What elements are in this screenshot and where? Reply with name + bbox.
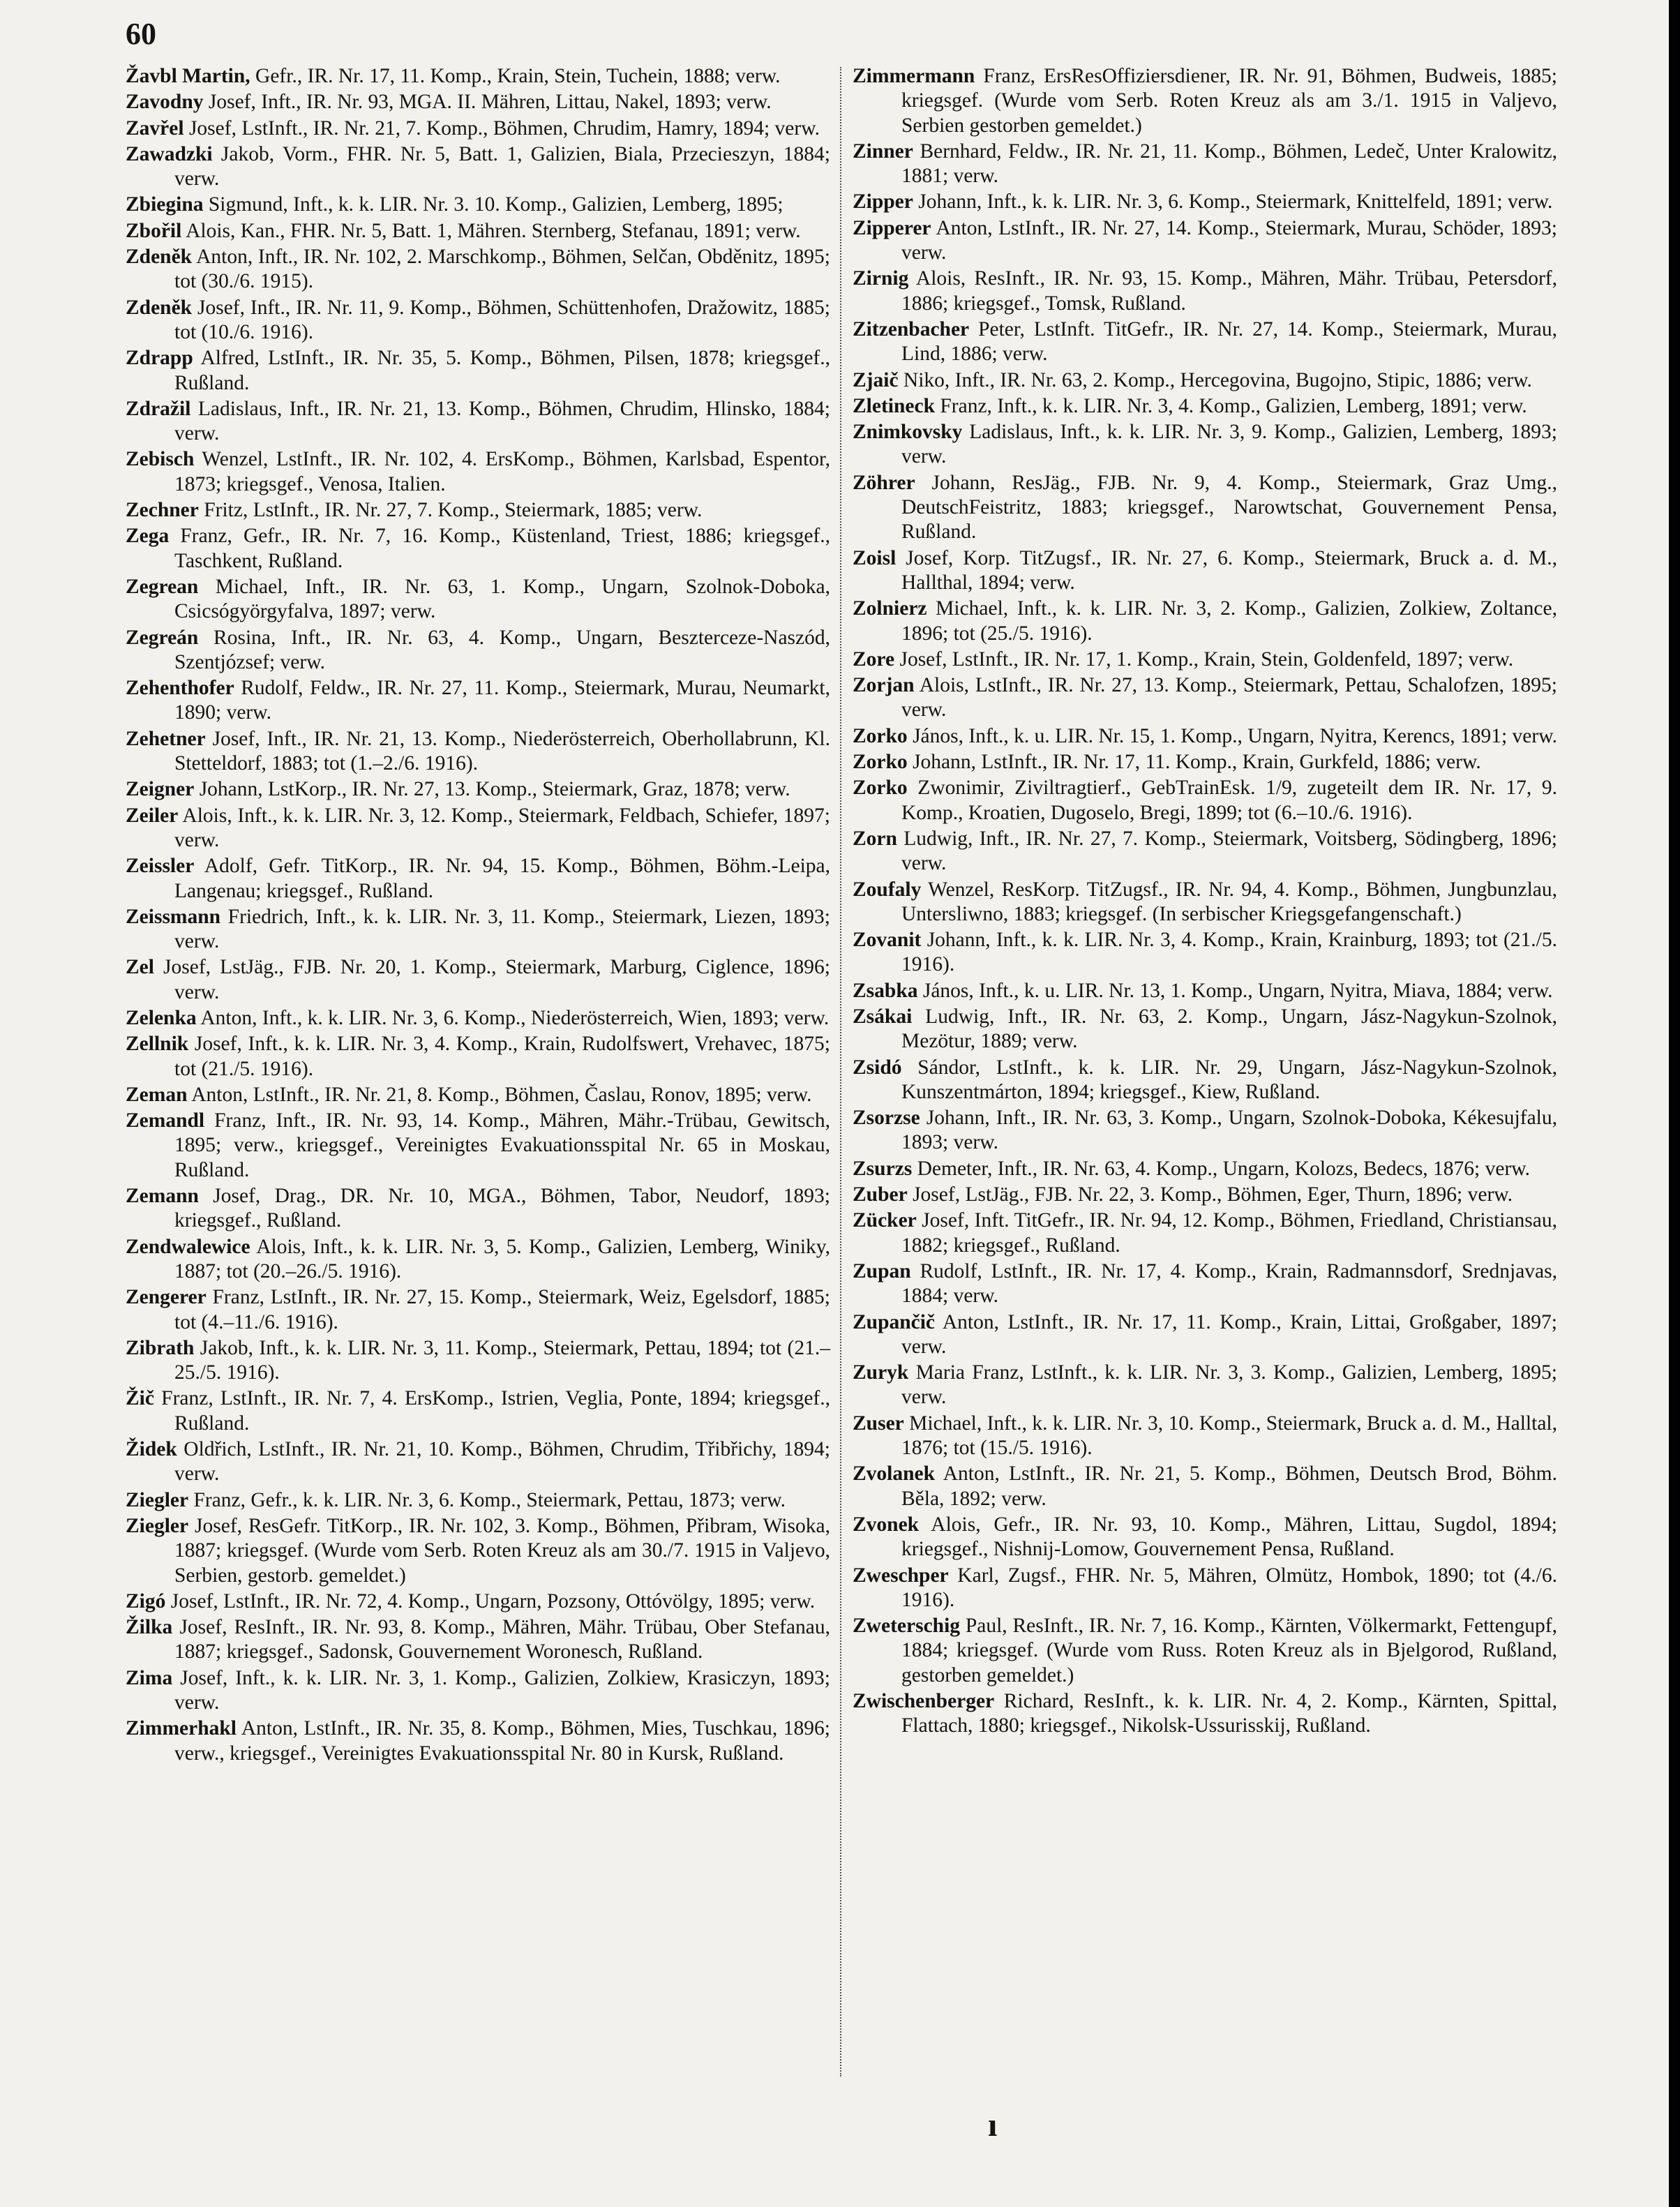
casualty-entry (853, 216, 1557, 266)
casualty-entry (126, 1514, 830, 1588)
casualty-entry (853, 1259, 1557, 1309)
casualty-entry (126, 346, 830, 396)
casualty-entry (853, 1157, 1557, 1181)
entry-details: Paul, ResInft., IR. Nr. 7, 16. Komp., Kärnten, Völkermarkt, Fettengupf, 1884; kriegsgef. (Wurde vom Russ. Roten Kreuz als in Bjelgorod, Rußland, gestorben gemeldet.) (901, 1615, 1557, 1686)
entry-surname: Zel (126, 956, 154, 979)
entry-surname: Zemann (126, 1185, 199, 1208)
entry-details: Josef, LstInft., IR. Nr. 72, 4. Komp., Ungarn, Pozsony, Ottóvölgy, 1895; verw. (165, 1589, 816, 1613)
entry-surname: Zuryk (853, 1361, 909, 1384)
entry-details: Josef, Inft., IR. Nr. 21, 13. Komp., Niederösterreich, Oberhollabrunn, Kl. Stetteldorf, 1883; tot (1.–2./6. 1916). (174, 727, 830, 775)
casualty-entry (853, 827, 1557, 876)
entry-surname: Zoisl (853, 546, 897, 569)
casualty-entry (126, 524, 830, 574)
casualty-entry (126, 1488, 830, 1513)
entry-details: Johann, Inft., k. k. LIR. Nr. 3, 6. Komp., Steiermark, Knittelfeld, 1891; verw. (913, 190, 1553, 214)
entry-details: Josef, Drag., DR. Nr. 10, MGA., Böhmen, Tabor, Neudorf, 1893; kriegsgef., Rußland. (174, 1185, 830, 1232)
casualty-entry (853, 420, 1557, 470)
entry-details: Josef, Inft., IR. Nr. 93, MGA. II. Mähren, Littau, Nakel, 1893; verw. (203, 91, 772, 114)
casualty-entry (853, 1689, 1557, 1739)
entry-details: Anton, LstInft., IR. Nr. 21, 8. Komp., Böhmen, Časlau, Ronov, 1895; verw. (187, 1083, 812, 1106)
entry-details: Josef, Inft., k. k. LIR. Nr. 3, 4. Komp., Krain, Rudolfswert, Vrehavec, 1875; tot (21./5. 1916). (174, 1033, 830, 1080)
entry-surname: Zücker (853, 1209, 917, 1232)
entry-details: Friedrich, Inft., k. k. LIR. Nr. 3, 11. Komp., Steiermark, Liezen, 1893; verw. (174, 905, 830, 953)
casualty-entry (853, 1106, 1557, 1155)
entry-details: Ludwig, Inft., IR. Nr. 27, 7. Komp., Steiermark, Voitsberg, Södingberg, 1896; verw. (897, 827, 1557, 875)
casualty-entry (853, 267, 1557, 316)
entry-details: Jakob, Vorm., FHR. Nr. 5, Batt. 1, Galizien, Biala, Przecieszyn, 1884; verw. (174, 142, 830, 190)
casualty-entry (126, 626, 830, 675)
entry-details: Josef, LstJäg., FJB. Nr. 22, 3. Komp., Böhmen, Eger, Thurn, 1896; verw. (907, 1183, 1513, 1206)
entry-surname: Zirnig (853, 267, 909, 290)
entry-details: Zwonimir, Ziviltragtierf., GebTrainEsk. 1/9, zugeteilt dem IR. Nr. 17, 9. Komp., Kroatien, Dugoselo, Bregi, 1899; tot (6.–10./6. 1916). (901, 777, 1557, 824)
casualty-entry (126, 1184, 830, 1234)
entry-surname: Zehetner (126, 727, 206, 750)
casualty-entry (126, 1336, 830, 1386)
casualty-entry (126, 1615, 830, 1665)
entry-surname: Zorn (853, 827, 897, 850)
casualty-entry (853, 673, 1557, 723)
casualty-entry (126, 64, 830, 89)
entry-details: Franz, Gefr., IR. Nr. 7, 16. Komp., Küstenland, Triest, 1886; kriegsgef., Taschkent, Rußland. (169, 525, 830, 572)
entry-surname: Zima (126, 1666, 173, 1689)
entry-surname: Žič (126, 1387, 154, 1410)
casualty-entry (853, 1412, 1557, 1461)
entry-details: Ludwig, Inft., IR. Nr. 63, 2. Komp., Ungarn, Jász-Nagykun-Szolnok, Mezötur, 1889; verw. (901, 1005, 1557, 1053)
entry-surname: Zavřel (126, 117, 184, 140)
entry-details: Ladislaus, Inft., IR. Nr. 21, 13. Komp., Böhmen, Chrudim, Hlinsko, 1884; verw. (174, 397, 830, 445)
entry-surname: Zinner (853, 140, 913, 163)
casualty-entry (126, 1386, 830, 1436)
entry-surname: Zebisch (126, 448, 195, 471)
entry-details: Alois, LstInft., IR. Nr. 27, 13. Komp., Steiermark, Pettau, Schalofzen, 1895; verw. (901, 674, 1557, 721)
entry-surname: Zavodny (126, 91, 204, 114)
casualty-entry (853, 1310, 1557, 1360)
entry-details: Anton, LstInft., IR. Nr. 21, 5. Komp., Böhmen, Deutsch Brod, Böhm. Běla, 1892; verw. (901, 1462, 1557, 1510)
casualty-entry (853, 190, 1557, 214)
casualty-entry (853, 64, 1557, 138)
casualty-entry (853, 394, 1557, 419)
casualty-entry (126, 1235, 830, 1285)
entry-surname: Zigó (126, 1589, 166, 1613)
entry-surname: Zjaič (853, 368, 899, 391)
entry-surname: Zipperer (853, 216, 931, 239)
entry-surname: Zsákai (853, 1005, 913, 1028)
entry-surname: Zdrapp (126, 347, 193, 370)
entry-details: Josef, ResGefr. TitKorp., IR. Nr. 102, 3. Komp., Böhmen, Přibram, Wisoka, 1887; kriegsgef. (Wurde vom Serb. Roten Kreuz als am 30./7. 1915 in Valjevo, Serbien, gestorb. gemeldet.) (174, 1514, 830, 1587)
casualty-entry (126, 955, 830, 1005)
entry-details: Michael, Inft., IR. Nr. 63, 1. Komp., Ungarn, Szolnok-Doboka, Csicsógyörgyfalva, 1897; verw. (174, 575, 830, 623)
entry-details: Franz, LstInft., IR. Nr. 7, 4. ErsKomp., Istrien, Veglia, Ponte, 1894; kriegsgef., Rußland. (153, 1387, 830, 1435)
casualty-entry (126, 804, 830, 853)
entry-details: Johann, LstKorp., IR. Nr. 27, 13. Komp., Steiermark, Graz, 1878; verw. (194, 778, 790, 801)
entry-details: Josef, LstJäg., FJB. Nr. 20, 1. Komp., Steiermark, Marburg, Ciglence, 1896; verw. (153, 956, 830, 1003)
entry-details: Peter, LstInft. TitGefr., IR. Nr. 27, 14. Komp., Steiermark, Murau, Lind, 1886; verw. (901, 317, 1557, 366)
casualty-entry (853, 1614, 1557, 1688)
entry-surname: Zawadzki (126, 142, 213, 165)
entry-surname: Zovanit (853, 929, 922, 952)
column-divider (840, 67, 841, 2077)
entry-details: Rudolf, LstInft., IR. Nr. 17, 4. Komp., Krain, Radmannsdorf, Srednjavas, 1884; verw. (901, 1259, 1557, 1308)
entry-surname: Zehenthofer (126, 677, 234, 700)
entry-surname: Zsidó (853, 1056, 902, 1079)
entry-surname: Zore (853, 648, 895, 671)
entry-details: Maria Franz, LstInft., k. k. LIR. Nr. 3, 3. Komp., Galizien, Lemberg, 1895; verw. (901, 1361, 1557, 1409)
entry-details: János, Inft., k. u. LIR. Nr. 13, 1. Komp., Ungarn, Nyitra, Miava, 1884; verw. (917, 979, 1553, 1002)
entry-details: Johann, ResJäg., FJB. Nr. 9, 4. Komp., Steiermark, Graz Umg., DeutschFeistritz, 1883; kriegsgef., Narowtschat, Gouvernement Pensa, Rußland. (901, 471, 1557, 544)
entry-details: Franz, Inft., IR. Nr. 93, 14. Komp., Mähren, Mähr.-Trübau, Gewitsch, 1895; verw., kriegsgef., Vereinigtes Evakuationsspital Nr. 65 in Moskau, Rußland. (174, 1109, 830, 1181)
casualty-entry (126, 905, 830, 955)
entry-surname: Zegrean (126, 575, 199, 598)
entry-surname: Zechner (126, 499, 199, 522)
casualty-entry (126, 296, 830, 345)
entry-details: Gefr., IR. Nr. 17, 11. Komp., Krain, Stein, Tuchein, 1888; verw. (250, 65, 781, 87)
casualty-entry (853, 317, 1557, 367)
entry-details: Michael, Inft., k. k. LIR. Nr. 3, 2. Komp., Galizien, Zolkiew, Zoltance, 1896; tot (25./5. 1916). (901, 597, 1557, 645)
casualty-entry (853, 1361, 1557, 1410)
entry-surname: Zsurzs (853, 1157, 913, 1180)
entry-details: Oldřich, LstInft., IR. Nr. 21, 10. Komp., Böhmen, Chrudim, Třibřichy, 1894; verw. (174, 1438, 830, 1486)
entry-surname: Zdeněk (126, 246, 193, 269)
casualty-entry (853, 1005, 1557, 1054)
entry-details: Fritz, LstInft., IR. Nr. 27, 7. Komp., Steiermark, 1885; verw. (198, 499, 703, 522)
entry-surname: Zöhrer (853, 471, 915, 494)
entry-surname: Zweschper (853, 1564, 949, 1587)
entry-surname: Zeigner (126, 778, 195, 801)
entry-details: Alois, Gefr., IR. Nr. 93, 10. Komp., Mähren, Littau, Sugdol, 1894; kriegsgef., Nishnij-Lomow, Gouvernement Pensa, Rußland. (901, 1513, 1557, 1561)
entry-surname: Zorjan (853, 674, 915, 697)
entry-details: János, Inft., k. u. LIR. Nr. 15, 1. Komp., Ungarn, Nyitra, Kerencs, 1891; verw. (907, 724, 1557, 747)
entry-details: Franz, LstInft., IR. Nr. 27, 15. Komp., Steiermark, Weiz, Egelsdorf, 1885; tot (4.–11./6. 1916). (174, 1286, 830, 1333)
entry-details: Johann, Inft., IR. Nr. 63, 3. Komp., Ungarn, Szolnok-Doboka, Kékesujfalu, 1893; verw. (901, 1107, 1557, 1154)
casualty-entry (126, 1083, 830, 1107)
casualty-entry (126, 397, 830, 447)
right-column (853, 64, 1557, 1740)
casualty-entry (853, 1183, 1557, 1207)
entry-surname: Žilka (126, 1616, 173, 1639)
entry-details: Rudolf, Feldw., IR. Nr. 27, 11. Komp., Steiermark, Murau, Neumarkt, 1890; verw. (174, 677, 830, 724)
entry-surname: Ziegler (126, 1514, 189, 1537)
casualty-entry (126, 90, 830, 114)
entry-details: Demeter, Inft., IR. Nr. 63, 4. Komp., Ungarn, Kolozs, Bedecs, 1876; verw. (912, 1157, 1531, 1180)
footer-mark: ı (988, 2107, 998, 2144)
casualty-entry (853, 597, 1557, 646)
entry-surname: Zengerer (126, 1286, 207, 1309)
entry-details: Wenzel, LstInft., IR. Nr. 102, 4. ErsKomp., Böhmen, Karlsbad, Espentor, 1873; kriegsgef., Venosa, Italien. (174, 448, 830, 495)
entry-surname: Zuber (853, 1183, 908, 1206)
entry-surname: Znimkovsky (853, 421, 963, 444)
entry-surname: Zitzenbacher (853, 317, 970, 341)
entry-surname: Zletineck (853, 394, 935, 417)
entry-surname: Zsorzse (853, 1107, 920, 1130)
casualty-entry (126, 498, 830, 523)
casualty-entry (126, 727, 830, 777)
entry-details: Josef, Inft., IR. Nr. 11, 9. Komp., Böhmen, Schüttenhofen, Dražowitz, 1885; tot (10./6. 1916). (174, 296, 830, 343)
casualty-entry (853, 928, 1557, 978)
entry-surname: Zupančič (853, 1310, 936, 1333)
entry-surname: Zega (126, 525, 170, 548)
casualty-entry (126, 1285, 830, 1335)
entry-surname: Zuser (853, 1412, 904, 1435)
entry-surname: Zvolanek (853, 1462, 936, 1486)
casualty-entry (853, 979, 1557, 1003)
entry-surname: Zorko (853, 751, 908, 774)
entry-details: Alois, Inft., k. k. LIR. Nr. 3, 5. Komp., Galizien, Lemberg, Winiky, 1887; tot (20.–26./5. 1916). (174, 1235, 830, 1282)
entry-details: Rosina, Inft., IR. Nr. 63, 4. Komp., Ungarn, Beszterceze-Naszód, Szentjózsef; verw. (174, 626, 830, 673)
entry-surname: Zolnierz (853, 597, 927, 620)
casualty-entry (853, 1209, 1557, 1258)
casualty-entry (853, 776, 1557, 825)
entry-surname: Zipper (853, 190, 913, 214)
casualty-entry (126, 1006, 830, 1031)
entry-surname: Zeiler (126, 804, 179, 827)
entry-surname: Zupan (853, 1259, 911, 1282)
casualty-entry (126, 575, 830, 624)
casualty-entry (126, 117, 830, 141)
entry-surname: Zemandl (126, 1109, 205, 1132)
entry-details: Alois, Inft., k. k. LIR. Nr. 3, 12. Komp., Steiermark, Feldbach, Schiefer, 1897; verw. (174, 804, 830, 851)
entry-details: Adolf, Gefr. TitKorp., IR. Nr. 94, 15. Komp., Böhmen, Böhm.-Leipa, Langenau; kriegsgef., Rußland. (174, 855, 830, 902)
entry-surname: Zweterschig (853, 1615, 961, 1638)
entry-details: Anton, LstInft., IR. Nr. 17, 11. Komp., Krain, Littai, Großgaber, 1897; verw. (901, 1310, 1557, 1358)
casualty-entry (853, 546, 1557, 596)
casualty-entry (853, 368, 1557, 393)
entry-details: Jakob, Inft., k. k. LIR. Nr. 3, 11. Komp., Steiermark, Pettau, 1894; tot (21.–25./5. 1916). (174, 1336, 830, 1384)
entry-details: Michael, Inft., k. k. LIR. Nr. 3, 10. Komp., Steiermark, Bruck a. d. M., Halltal, 1876; tot (15./5. 1916). (901, 1412, 1557, 1460)
casualty-entry (126, 1437, 830, 1487)
entry-surname: Zeman (126, 1083, 188, 1106)
entry-surname: Zibrath (126, 1336, 195, 1359)
casualty-entry (853, 750, 1557, 775)
casualty-entry (126, 219, 830, 244)
entry-details: Josef, ResInft., IR. Nr. 93, 8. Komp., Mähren, Mähr. Trübau, Ober Stefanau, 1887; kriegsgef., Sadonsk, Gouvernement Woronesch, Rußland. (172, 1616, 830, 1663)
casualty-entry (853, 1056, 1557, 1105)
page-number: 60 (126, 17, 156, 51)
entry-surname: Zegreán (126, 626, 199, 649)
entry-details: Richard, ResInft., k. k. LIR. Nr. 4, 2. Komp., Kärnten, Spittal, Flattach, 1880; kriegsgef., Nikolsk-Ussurisskij, Rußland. (901, 1690, 1557, 1737)
entry-details: Karl, Zugsf., FHR. Nr. 5, Mähren, Olmütz, Hombok, 1890; tot (4./6. 1916). (901, 1564, 1557, 1611)
casualty-entry (126, 854, 830, 904)
entry-details: Alfred, LstInft., IR. Nr. 35, 5. Komp., Böhmen, Pilsen, 1878; kriegsgef., Rußland. (174, 347, 830, 394)
casualty-entry (126, 1666, 830, 1716)
entry-details: Josef, Korp. TitZugsf., IR. Nr. 27, 6. Komp., Steiermark, Bruck a. d. M., Hallthal, 1894; verw. (896, 546, 1557, 594)
entry-details: Wenzel, ResKorp. TitZugsf., IR. Nr. 94, 4. Komp., Böhmen, Jungbunzlau, Untersliwno, 1883; kriegsgef. (In serbischer Kriegsgefangenschaft.) (901, 878, 1557, 925)
casualty-entry (126, 1589, 830, 1614)
entry-surname: Zdražil (126, 397, 191, 420)
entry-surname: Zendwalewice (126, 1235, 250, 1258)
entry-details: Bernhard, Feldw., IR. Nr. 21, 11. Komp., Böhmen, Ledeč, Unter Kralowitz, 1881; verw. (901, 140, 1557, 188)
casualty-entry (853, 1564, 1557, 1613)
casualty-entry (853, 140, 1557, 189)
entry-surname: Zbiegina (126, 193, 204, 216)
entry-surname: Zsabka (853, 979, 918, 1002)
entry-details: Anton, LstInft., IR. Nr. 35, 8. Komp., Böhmen, Mies, Tuschkau, 1896; verw., kriegsgef., Vereinigtes Evakuationsspital Nr. 80 in Kursk, Rußland. (174, 1717, 830, 1765)
entry-surname: Zelenka (126, 1006, 197, 1029)
left-column (126, 64, 830, 1767)
casualty-entry (126, 676, 830, 726)
entry-details: Sigmund, Inft., k. k. LIR. Nr. 3. 10. Komp., Galizien, Lemberg, 1895; (203, 193, 783, 216)
entry-surname: Zorko (853, 777, 908, 800)
entry-details: Anton, Inft., k. k. LIR. Nr. 3, 6. Komp., Niederösterreich, Wien, 1893; verw. (196, 1006, 830, 1029)
casualty-entry (853, 1513, 1557, 1562)
entry-surname: Židek (126, 1438, 177, 1461)
entry-surname: Zellnik (126, 1033, 189, 1056)
entry-details: Josef, Inft., k. k. LIR. Nr. 3, 1. Komp., Galizien, Zolkiew, Krasiczyn, 1893; verw. (172, 1666, 830, 1714)
casualty-entry (126, 193, 830, 217)
entry-details: Anton, Inft., IR. Nr. 102, 2. Marschkomp., Böhmen, Selčan, Obděnitz, 1895; tot (30./6. 1915). (174, 246, 830, 293)
casualty-entry (853, 471, 1557, 545)
entry-details: Johann, Inft., k. k. LIR. Nr. 3, 4. Komp., Krain, Krainburg, 1893; tot (21./5. 1916). (901, 929, 1557, 976)
entry-details: Anton, LstInft., IR. Nr. 27, 14. Komp., Steiermark, Murau, Schöder, 1893; verw. (901, 216, 1557, 264)
entry-details: Franz, ErsResOffiziersdiener, IR. Nr. 91, Böhmen, Budweis, 1885; kriegsgef. (Wurde vom Serb. Roten Kreuz als am 3./1. 1915 in Valjevo, Serbien gestorben gemeldet.) (901, 65, 1557, 137)
entry-details: Josef, Inft. TitGefr., IR. Nr. 94, 12. Komp., Böhmen, Friedland, Christiansau, 1882; kriegsgef., Rußland. (901, 1209, 1557, 1257)
entry-details: Alois, Kan., FHR. Nr. 5, Batt. 1, Mähren. Sternberg, Stefanau, 1891; verw. (181, 219, 801, 242)
entry-details: Franz, Inft., k. k. LIR. Nr. 3, 4. Komp., Galizien, Lemberg, 1891; verw. (935, 394, 1527, 417)
entry-details: Alois, ResInft., IR. Nr. 93, 15. Komp., Mähren, Mähr. Trübau, Petersdorf, 1886; kriegsgef., Tomsk, Rußland. (901, 267, 1557, 315)
entry-surname: Zoufaly (853, 878, 922, 901)
entry-surname: Zwischenberger (853, 1690, 995, 1712)
entry-details: Josef, LstInft., IR. Nr. 17, 1. Komp., Krain, Stein, Goldenfeld, 1897; verw. (894, 648, 1514, 671)
entry-surname: Zdeněk (126, 296, 193, 319)
entry-surname: Zbořil (126, 219, 182, 242)
casualty-entry (853, 878, 1557, 927)
casualty-entry (853, 648, 1557, 672)
entry-surname: Zimmermann (853, 65, 975, 87)
entry-surname: Žavbl Martin, (126, 65, 250, 87)
casualty-entry (853, 1462, 1557, 1511)
casualty-entry (126, 142, 830, 192)
entry-details: Josef, LstInft., IR. Nr. 21, 7. Komp., Böhmen, Chrudim, Hamry, 1894; verw. (183, 117, 820, 140)
casualty-entry (126, 1109, 830, 1183)
entry-surname: Zvonek (853, 1513, 920, 1536)
casualty-entry (126, 245, 830, 294)
casualty-entry (126, 777, 830, 802)
entry-surname: Ziegler (126, 1488, 189, 1511)
entry-details: Sándor, LstInft., k. k. LIR. Nr. 29, Ungarn, Jász-Nagykun-Szolnok, Kunszentmárton, 1894; kriegsgef., Kiew, Rußland. (901, 1056, 1557, 1103)
entry-details: Franz, Gefr., k. k. LIR. Nr. 3, 6. Komp., Steiermark, Pettau, 1873; verw. (188, 1488, 786, 1511)
casualty-entry (126, 1032, 830, 1082)
entry-surname: Zeissmann (126, 905, 221, 928)
casualty-entry (126, 1716, 830, 1766)
entry-details: Johann, LstInft., IR. Nr. 17, 11. Komp., Krain, Gurkfeld, 1886; verw. (907, 751, 1481, 774)
entry-details: Ladislaus, Inft., k. k. LIR. Nr. 3, 9. Komp., Galizien, Lemberg, 1893; verw. (901, 421, 1557, 468)
entry-details: Niko, Inft., IR. Nr. 63, 2. Komp., Hercegovina, Bugojno, Stipic, 1886; verw. (898, 368, 1532, 391)
entry-surname: Zorko (853, 724, 908, 747)
casualty-entry (853, 724, 1557, 749)
casualty-entry (126, 447, 830, 497)
entry-surname: Zimmerhakl (126, 1717, 237, 1740)
entry-surname: Zeissler (126, 855, 195, 878)
